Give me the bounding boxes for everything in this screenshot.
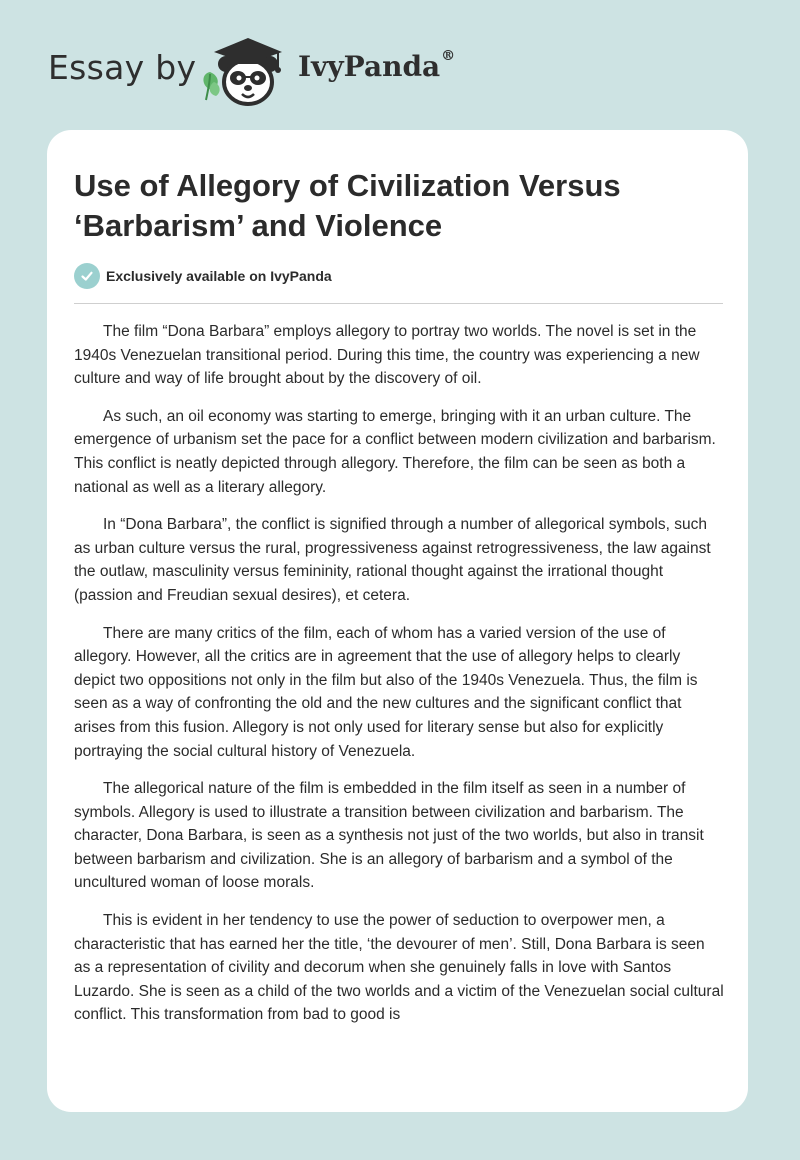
paragraph: This is evident in her tendency to use the power of seduction to overpower men, a characteristic that has earned her the title, ‘the devourer of men’. Still, Dona Barbara is seen as a representation of civility and decorum when she genuinely falls in love with Santos Luzardo. She is seen as a child of the two worlds and a victim of the Venezuelan social cultural conflict. This transformation from bad to good is: [74, 912, 724, 1024]
essay-title: Use of Allegory of Civilization Versus ‘Barbarism’ and Violence: [74, 168, 621, 243]
paragraph: In “Dona Barbara”, the conflict is signified through a number of allegorical symbols, such as urban culture versus the rural, progressiveness against retrogressiveness, the law against the outlaw, masculinity versus femininity, rational thought against the irrational thought (passion and Freudian sexual desires), et cetera.: [74, 516, 711, 604]
essay-by-label: Essay by: [48, 48, 197, 87]
panda-graduate-icon[interactable]: [198, 30, 290, 110]
site-header: [48, 30, 748, 110]
divider: [74, 303, 723, 304]
essay-body: [74, 320, 724, 1041]
paragraph: There are many critics of the film, each of whom has a varied version of the use of allegory. However, all the critics are in agreement that the use of allegory helps to clearly depict two oppositions not only in the film but also of the 1940s Venezuela. Thus, the film is seen as a way of confronting the old and the new cultures and the significant conflict that arises from this fusion. Allegory is not only used for literary sense but also for explicitly portraying the social cultural history of Venezuela.: [74, 624, 698, 760]
brand-name[interactable]: IvyPanda®: [298, 48, 456, 83]
paragraph: The film “Dona Barbara” employs allegory to portray two worlds. The novel is set in the 1940s Venezuelan transitional period. During this time, the country was experiencing a new culture and way of life brought about by the discovery of oil.: [74, 323, 700, 388]
paragraph: As such, an oil economy was starting to emerge, bringing with it an urban culture. The emergence of urbanism set the pace for a conflict between modern civilization and barbarism. This conflict is neatly depicted through allegory. Therefore, the film can be seen as both a national as well as a literary allegory.: [74, 407, 716, 496]
exclusive-badge: [74, 263, 332, 289]
registered-mark: ®: [441, 48, 456, 64]
check-icon: [74, 263, 100, 289]
badge-label: Exclusively available on IvyPanda: [106, 268, 332, 284]
paragraph: The allegorical nature of the film is embedded in the film itself as seen in a number of symbols. Allegory is used to illustrate a transition between civilization and barbarism. The character, Dona Barbara, is seen as a synthesis not just of the two worlds, but also in transit between barbarism and civilization. She is an allegory of barbarism and a symbol of the uncultured woman of loose morals.: [74, 780, 704, 892]
essay-card: [47, 130, 748, 1112]
